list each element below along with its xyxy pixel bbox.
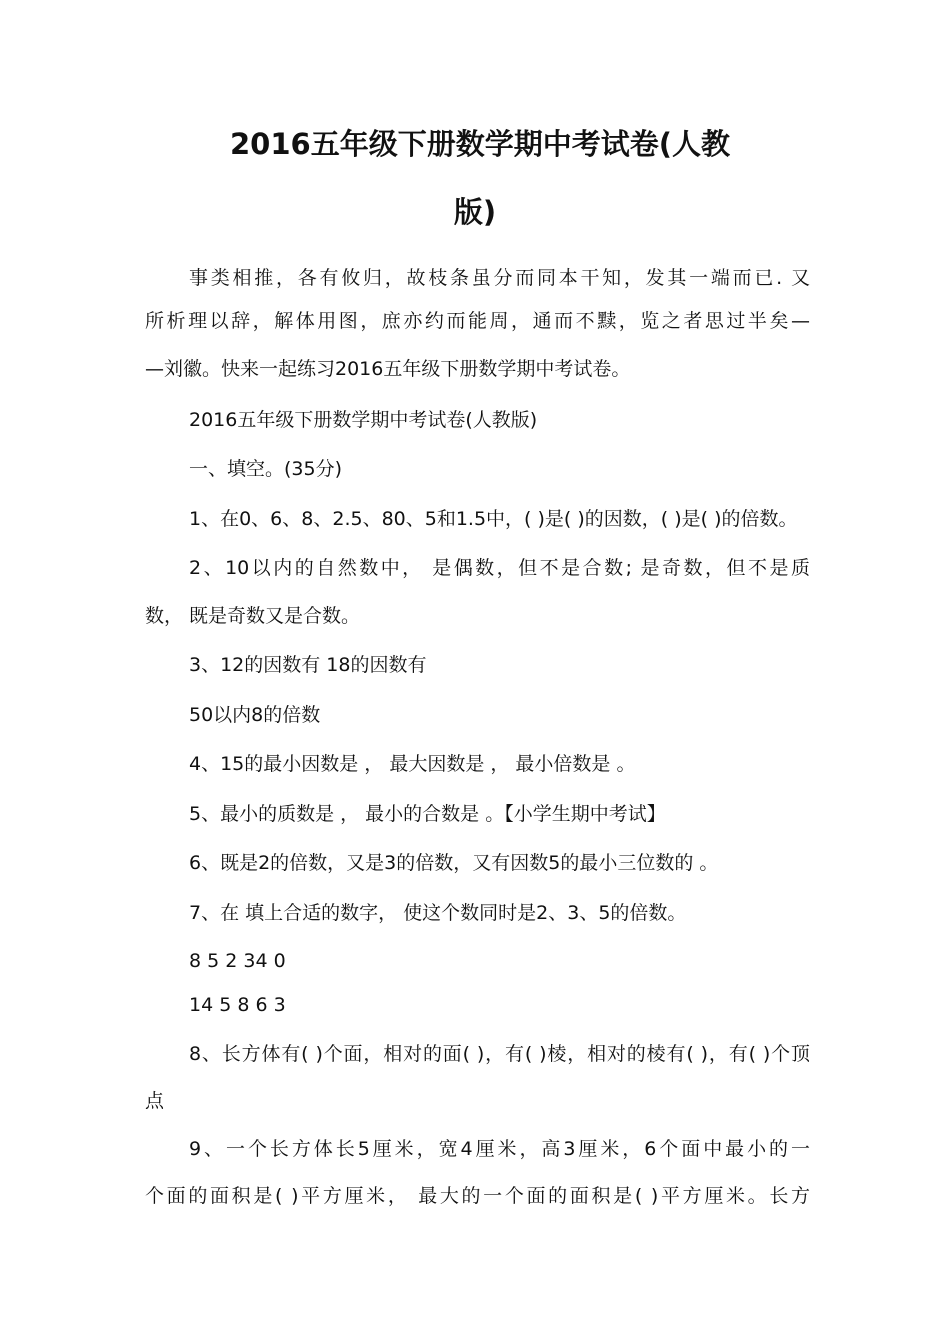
question-1: 1、在0、6、8、2.5、80、5和1.5中，( )是( )的因数，( )是( )的倍数。 (189, 508, 798, 530)
intro-line-2: 所析理以辞，解体用图，庶亦约而能周，通而不黩，览之者思过半矣— (145, 310, 810, 332)
intro-line-1: 事类相推，各有攸归，故枝条虽分而同本干知，发其一端而已. 又 (189, 267, 810, 289)
question-2-line-2: 数， 既是奇数又是合数。 (145, 605, 361, 627)
document-title-line-1: 2016五年级下册数学期中考试卷(人教 (230, 127, 730, 161)
subtitle: 2016五年级下册数学期中考试卷(人教版) (189, 409, 538, 431)
question-8-line-1: 8、长方体有( )个面，相对的面( )，有( )棱，相对的棱有( )，有( )个顶 (189, 1043, 810, 1065)
question-7-numbers-row-1: 8 5 2 34 0 (189, 950, 286, 972)
question-9-line-2: 个面的面积是( )平方厘米， 最大的一个面的面积是( )平方厘米。长方 (145, 1185, 810, 1207)
question-9-line-1: 9、一个长方体长5厘米，宽4厘米，高3厘米，6个面中最小的一 (189, 1138, 810, 1160)
question-7-numbers-row-2: 14 5 8 6 3 (189, 994, 286, 1016)
question-2-line-1: 2、10以内的自然数中， 是偶数，但不是合数; 是奇数，但不是质 (189, 557, 810, 579)
question-5: 5、最小的质数是 ， 最小的合数是 。【小学生期中考试】 (189, 803, 666, 825)
section-heading-fill-blank: 一、填空。(35分) (189, 458, 343, 480)
intro-line-3: —刘徽。快来一起练习2016五年级下册数学期中考试卷。 (145, 358, 631, 380)
question-3-continued: 50以内8的倍数 (189, 704, 321, 726)
document-title-line-2: 版) (453, 195, 497, 229)
question-8-line-2: 点 (145, 1090, 165, 1112)
question-3: 3、12的因数有 18的因数有 (189, 654, 427, 676)
question-6: 6、既是2的倍数，又是3的倍数，又有因数5的最小三位数的 。 (189, 852, 719, 874)
question-4: 4、15的最小因数是 ， 最大因数是 ， 最小倍数是 。 (189, 753, 636, 775)
question-7: 7、在 填上合适的数字， 使这个数同时是2、3、5的倍数。 (189, 902, 687, 924)
